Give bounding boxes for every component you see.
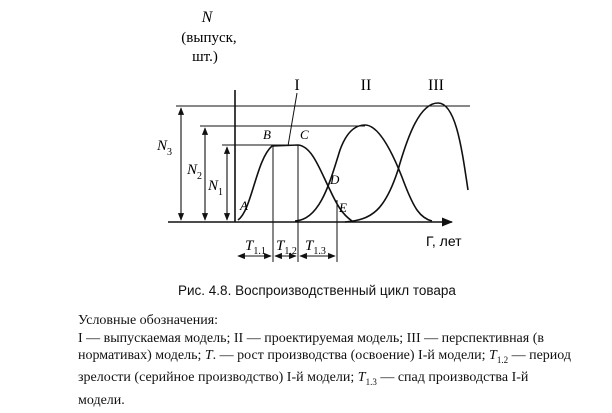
level-n2-label: $N_2$ xyxy=(187,162,203,182)
curve-iii xyxy=(345,103,468,222)
legend-t2-symbol: T xyxy=(489,348,497,363)
point-c-label: C xyxy=(300,127,309,142)
point-d-label: D xyxy=(330,172,340,187)
point-e-label: E xyxy=(339,200,347,215)
curve-iii-label: III xyxy=(428,77,444,94)
legend-t3-sub: 1.3 xyxy=(365,377,377,388)
legend-block xyxy=(78,312,578,409)
y-axis-title-n: N xyxy=(201,9,213,26)
legend-t1-symbol: T xyxy=(204,348,213,363)
legend-text xyxy=(78,330,578,410)
legend-t3-symbol: T xyxy=(357,370,366,386)
legend-models: I — выпускаемая модель; II — проектируемая модель; III — перспективная (в нормативах) модель; xyxy=(78,330,544,363)
legend-heading: Условные обозначения: xyxy=(78,313,219,328)
legend-t2-text: — период зрелости (серийное производство) I-й модели; xyxy=(78,348,572,386)
point-b-label: B xyxy=(263,127,271,142)
curve-i-label: I xyxy=(294,77,300,94)
t12-label: $T_{1.2}$ xyxy=(276,238,297,257)
legend-t1-text: . — рост производства (освоение) I-й модели; xyxy=(212,348,490,363)
curve-ii-label: II xyxy=(360,77,372,94)
x-axis-label: Г, лет xyxy=(426,233,462,249)
level-n1-label: $N_1$ xyxy=(208,178,224,198)
y-axis-title-line2: (выпуск, xyxy=(181,30,237,46)
y-axis-title-line3: шт.) xyxy=(192,49,218,65)
legend-t3-text: — спад производства I-й модели. xyxy=(78,370,529,408)
level-n3-label: $N_3$ xyxy=(157,138,173,158)
t11-label: $T_{1.1}$ xyxy=(245,238,266,257)
figure-caption: Рис. 4.8. Воспроизводственный цикл товара xyxy=(178,283,456,298)
point-a-label: A xyxy=(240,198,248,213)
legend-t2-sub: 1.2 xyxy=(496,354,509,365)
curve-i-leader xyxy=(288,93,297,146)
curve-ii xyxy=(295,125,432,221)
t13-label: $T_{1.3}$ xyxy=(305,238,326,257)
